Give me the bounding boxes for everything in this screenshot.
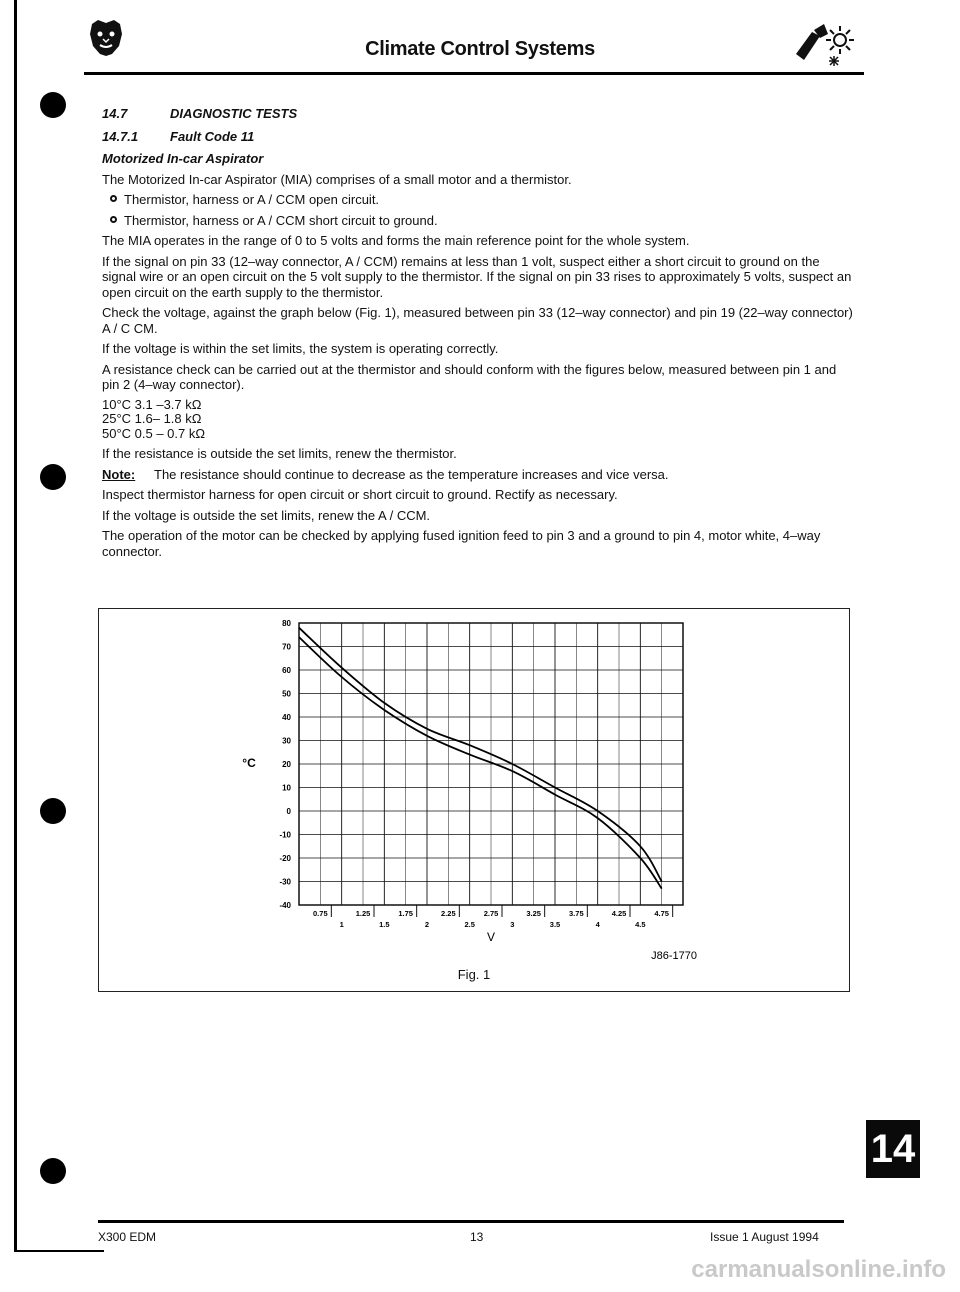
subsection-number: 14.7.1 <box>102 128 139 144</box>
x-tick-label: 1.75 <box>398 909 413 918</box>
bullet-icon <box>110 195 117 202</box>
header-rule <box>84 72 864 75</box>
bullet-icon <box>110 216 117 223</box>
x-tick-label: 4.75 <box>654 909 669 918</box>
x-tick-label: 1.5 <box>379 920 390 929</box>
series-line-2 <box>299 637 662 889</box>
page-title: Climate Control Systems <box>365 38 595 60</box>
paragraph: Inspect thermistor harness for open circuit or short circuit to ground. Rectify as necessary. <box>102 487 618 502</box>
section-title: DIAGNOSTIC TESTS <box>170 106 298 121</box>
paragraph: If the signal on pin 33 (12–way connector, A / CCM) remains at less than 1 volt, suspect either a short circuit to ground on the signal wire or an open circuit on the 5 volt supply to the thermistor. If the signal on pin 33 rises to approximately 5 volts, suspect an open circuit on the earth supply to the thermistor. <box>102 253 852 300</box>
footer-page-number: 13 <box>470 1230 484 1244</box>
y-axis-label: °C <box>242 756 256 770</box>
watermark: carmanualsonline.info <box>691 1256 946 1283</box>
y-tick-label: 40 <box>282 713 291 722</box>
x-tick-label: 3.25 <box>526 909 541 918</box>
x-tick-label: 2.5 <box>464 920 475 929</box>
y-tick-label: 60 <box>282 666 291 675</box>
paragraph: If the voltage is within the set limits, the system is operating correctly. <box>102 341 499 356</box>
figure-box <box>98 608 850 992</box>
paragraph: The operation of the motor can be checked by applying fused ignition feed to pin 3 and a ground to pin 4, motor white, 4–way connector. <box>102 528 821 559</box>
temperature-voltage-chart <box>99 609 849 991</box>
bullet-text: Thermistor, harness or A / CCM open circuit. <box>124 192 380 207</box>
y-tick-label: 50 <box>282 689 291 699</box>
punch-hole <box>40 92 66 118</box>
x-tick-label: 3.5 <box>549 920 561 929</box>
y-tick-label: 80 <box>282 619 291 628</box>
x-tick-label: 3.75 <box>569 909 584 918</box>
punch-hole <box>40 1158 66 1184</box>
left-margin-rule-foot <box>14 1250 104 1252</box>
y-tick-label: 70 <box>282 642 291 652</box>
subsection-heading <box>102 129 854 145</box>
figure-reference: J86-1770 <box>651 950 697 962</box>
y-tick-label: 0 <box>286 807 291 816</box>
paragraph: If the voltage is outside the set limits, renew the A / CCM. <box>102 507 431 523</box>
paragraph: If the resistance is outside the set limits, renew the thermistor. <box>102 446 457 461</box>
y-tick-label: -20 <box>279 854 291 863</box>
x-tick-label: 2.25 <box>441 909 456 918</box>
footer-rule <box>98 1220 844 1223</box>
x-tick-label: 2.75 <box>483 909 499 918</box>
y-tick-label: 30 <box>282 736 291 746</box>
y-tick-label: 20 <box>282 760 291 769</box>
subsection-title: Fault Code 11 <box>170 128 255 144</box>
x-tick-label: 4 <box>595 920 600 929</box>
intro-paragraph: The Motorized In-car Aspirator (MIA) comprises of a small motor and a thermistor. <box>102 171 572 187</box>
y-tick-label: 10 <box>282 783 291 793</box>
y-tick-label: -30 <box>279 877 291 887</box>
series-line-1 <box>299 628 662 882</box>
figure-caption: Fig. 1 <box>457 967 491 982</box>
footer-issue: Issue 1 August 1994 <box>710 1230 819 1244</box>
reading-row: 10°C 3.1 –3.7 kΩ <box>102 396 202 412</box>
section-tab: 14 <box>866 1120 920 1178</box>
bullet-text: Thermistor, harness or A / CCM short circuit to ground. <box>124 212 438 228</box>
note-label: Note: <box>102 466 136 482</box>
resistance-readings <box>102 398 854 442</box>
x-tick-label: 2 <box>424 920 430 929</box>
x-tick-label: 3 <box>510 920 515 929</box>
section-number: 14.7 <box>102 106 128 121</box>
paragraph: A resistance check can be carried out at the thermistor and should conform with the figures below, measured between pin 1 and pin 2 (4–way connector). <box>102 361 837 392</box>
note <box>102 467 854 483</box>
list-item <box>102 192 854 208</box>
climate-control-icon <box>790 20 860 68</box>
left-margin-rule <box>14 0 17 1250</box>
y-tick-label: -10 <box>279 830 291 840</box>
reading-row: 25°C 1.6– 1.8 kΩ <box>102 411 202 426</box>
footer-doc-id: X300 EDM <box>98 1230 157 1244</box>
punch-hole <box>40 464 66 490</box>
y-tick-label: -40 <box>279 901 291 910</box>
note-text: The resistance should continue to decrease as the temperature increases and vice versa. <box>154 466 669 482</box>
x-tick-label: 0.75 <box>313 909 328 918</box>
section-heading <box>102 106 854 122</box>
paragraph: Check the voltage, against the graph below (Fig. 1), measured between pin 33 (12–way connector) and pin 19 (22–way connector) A / C CM. <box>102 305 853 336</box>
reading-row: 50°C 0.5 – 0.7 kΩ <box>102 425 206 441</box>
paragraph: The MIA operates in the range of 0 to 5 volts and forms the main reference point for the whole system. <box>102 233 690 248</box>
x-tick-label: 4.5 <box>635 920 646 929</box>
x-tick-label: 1 <box>339 920 344 929</box>
list-item <box>102 213 854 229</box>
punch-hole <box>40 798 66 824</box>
x-tick-label: 4.25 <box>611 909 627 918</box>
x-axis-label: V <box>486 930 496 944</box>
main-content <box>102 106 854 564</box>
component-heading: Motorized In-car Aspirator <box>102 151 264 166</box>
x-tick-label: 1.25 <box>355 909 371 918</box>
